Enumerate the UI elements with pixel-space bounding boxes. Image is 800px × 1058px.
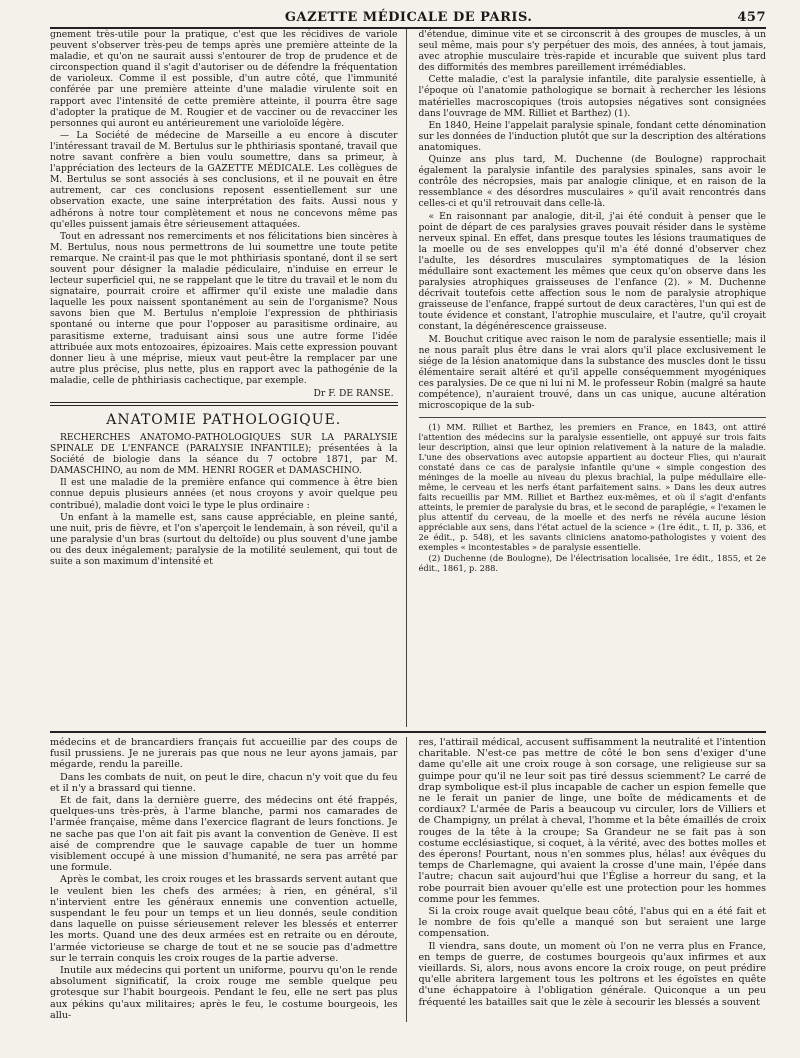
paragraph: « En raisonnant par analogie, dit-il, j'ai été conduit à penser que le point de départ de ces paralysies graves pouvait résider dans le système nerveux spinal. En effet, dans presque toutes les lésions traumatiques de la moelle ou de ses enveloppes qu'il m'a été donné d'observer chez l'adulte, les désordres musculaires symptomatiques de la lésion médullaire sont exactement les mêmes que ceux qu'on observe dans les paralysies atrophiques graisseuses de l'enfance (2). » M. Duchenne décrivait toutefois cette affection sous le nom de paralysie atrophique graisseuse de l'enfance, frappé surtout de deux caractères, l'un qui est de toute évidence et constant, l'atrophie musculaire, et l'autre, qu'il croyait constant, la dégénérescence graisseuse. — [418, 210, 766, 333]
paragraph: M. Bouchut critique avec raison le nom de paralysie essentielle; mais il ne nous paraît plus être dans le vrai alors qu'il place exclusivement le siége de la lésion anatomique dans la substance des muscles dont le tissu élémentaire serait altéré et qu'il appelle conséquemment myogéniques ces paralysies. De ce que ni lui ni M. le professeur Robin (malgré sa haute compétence), n'auraient trouvé, dans un cas unique, aucune altération microscopique de la sub- — [418, 333, 766, 412]
paragraph: Après le combat, les croix rouges et les brassards servent autant que le veulent bien les chefs des armées; à rien, en général, s'il n'intervient entre les généraux ennemis une convention actuelle, suspendant le feu pour un temps et un lieu donnés, seule condition dans laquelle on puisse sérieusement relever les blessés et enterrer les morts. Quand une des deux armées est en retraite ou en déroute, l'armée victorieuse se charge de tout et ne se soucie pas d'admettre sur le terrain conquis les croix rouges de la partie adverse. — [50, 874, 398, 964]
paragraph: gnement très-utile pour la pratique, c'est que les récidives de variole peuvent s'observer très-peu de temps après une première atteinte de la maladie, et qu'on ne saurait aussi s'entourer de trop de prudence et de circonspection quand il s'agit d'autoriser ou de défendre la fréquentation de varioleux. Comme il est possible, d'un autre côté, que l'immunité conférée par une première atteinte d'une maladie virulente soit en rapport avec l'intensité de cette première atteinte, il pourra être sage d'adopter la pratique de M. Rougier et de vacciner ou de revacciner les personnes qui auront eu antérieurement une varioloïde légère. — [50, 29, 398, 129]
paragraph: Quinze ans plus tard, M. Duchenne (de Boulogne) rapprochait également la paralysie infantile des paralysies spinales, sans avoir le contrôle des nécropsies, mais par analogie clinique, et en raison de la ressemblance « des désordres musculaires » qu'il avait rencontrés dans celles-ci et qu'il retrouvait dans celle-là. — [418, 154, 766, 210]
signature: Dr F. DE RANSE. — [313, 388, 394, 399]
paragraph: Inutile aux médecins qui portent un uniforme, pourvu qu'on le rende absolument significatif, la croix rouge me semble quelque peu grotesque sur l'habit bourgeois. Pendant le feu, elle ne sert pas plus aux pékins qu'aux militaires; après le feu, le costume bourgeois, les allu- — [50, 965, 398, 1021]
right-column — [419, 29, 767, 727]
paragraph: Il est une maladie de la première enfance qui commence à être bien connue depuis plusieurs années (et nous croyons y avoir quelque peu contribué), maladie dont voici le type le plus ordinaire : — [50, 477, 398, 511]
section-divider — [50, 402, 398, 406]
paragraph: Si la croix rouge avait quelque beau côté, l'abus qui en a été fait et le nombre de fois qu'elle a manqué son but seraient une large compensation. — [418, 906, 766, 940]
feuilleton-divider — [50, 731, 766, 733]
paragraph: médecins et de brancardiers français fut accueillie par des coups de fusil prussiens. Je ne jurerais pas que nous ne leur ayons jamais, par mégarde, rendu la pareille. — [50, 737, 398, 771]
footnote: (2) Duchenne (de Boulogne), De l'électrisation localisée, 1re édit., 1855, et 2e édit., 1861, p. 288. — [418, 553, 766, 574]
left-column — [50, 29, 407, 727]
paragraph: — La Société de médecine de Marseille a eu encore à discuter l'intéressant travail de M. Bertulus sur le phthiriasis spontané, travail que notre savant confrère a bien voulu soumettre, dans sa primeur, à l'appréciation des lecteurs de la GAZETTE MÉDICALE. Les collègues de M. Bertulus se sont associés à ses conclusions, et il ne pouvait en être autrement, car ces conclusions reposent essentiellement sur une observation exacte, une saine interprétation des faits. Aussi nous y adhérons à notre tour complètement et nous ne concevons même pas qu'elles puissent jamais être sérieusement attaquées. — [50, 129, 398, 230]
section-title: ANATOMIE PATHOLOGIQUE. — [106, 412, 342, 428]
footnote: (1) MM. Rilliet et Barthez, les premiers en France, en 1843, ont attiré l'attention des médecins sur la paralysie essentielle, ont appuyé sur trois faits leur description, ainsi que leur opinion relativement à la nature de la maladie. L'une des observations avec autopsie appartient au docteur Flies, qui n'aurait constaté dans ce cas de paralysie infantile qu'une « simple congestion des méninges de la moelle au niveau du plexus brachial, la pulpe médullaire elle-même, le cerveau et les nerfs étant parfaitement sains. » Dans les deux autres faits recueillis par MM. Rilliet et Barthez eux-mêmes, et où il s'agit d'enfants atteints, le premier de paralysie du bras, et le second de paraplégie, « l'examen le plus attentif du cerveau, de la moelle et des nerfs ne révéla aucune lésion appréciable aux sens, dans l'état actuel de la science » (1re édit., t. II, p. 336, et 2e édit., p. 548), et les savants cliniciens anatomo-pathologistes y voient des exemples « incontestables » de paralysie essentielle. — [418, 422, 766, 553]
article-heading: RECHERCHES ANATOMO-PATHOLOGIQUES SUR LA PARALYSIE SPINALE DE L'ENFANCE (PARALYSIE INFANTILE); présentées à la Société de biologie dans la séance du 7 octobre 1871, par M. DAMASCHINO, au nom de MM. HENRI ROGER et DAMASCHINO. — [50, 432, 398, 477]
paragraph: En 1840, Heine l'appelait paralysie spinale, fondant cette dénomination sur les données de l'induction plutôt que sur la description des altérations anatomiques. — [418, 119, 766, 153]
bottom-right-column — [419, 737, 767, 1022]
paragraph: Et de fait, dans la dernière guerre, des médecins ont été frappés, quelques-uns très-près, à l'arme blanche, parmi nos camarades de l'armée française, même dans l'exercice flagrant de leurs fonctions. Je ne sache pas que l'on ait fait pis avant la convention de Genève. Il est aisé de comprendre que le sauvage capable de tuer un homme visiblement occupé à une mission d'humanité, ne sera pas arrêté par une formule. — [50, 795, 398, 874]
paragraph: Cette maladie, c'est la paralysie infantile, dite paralysie essentielle, à l'époque où l'anatomie pathologique se bornait à rechercher les lésions matérielles macroscopiques (trois autopsies négatives sont consignées dans l'ouvrage de MM. Rilliet et Barthez) (1). — [418, 74, 766, 119]
paragraph: d'étendue, diminue vite et se circonscrit à des groupes de muscles, à un seul même, mais pour s'y perpétuer des mois, des années, à tout jamais, avec atrophie musculaire très-rapide et incurable que suivent plus tard des difformités des membres pareillement irrémédiables. — [418, 29, 766, 74]
running-head — [50, 10, 766, 29]
journal-title: GAZETTE MÉDICALE DE PARIS. — [284, 10, 533, 25]
paragraph: Tout en adressant nos remerciments et nos félicitations bien sincères à M. Bertulus, nous nous permettrons de lui soumettre une toute petite remarque. Ne craint-il pas que le mot phthiriasis spontané, dont il se sert souvent pour désigner la maladie pédiculaire, n'induise en erreur le lecteur superficiel qui, ne se rappelant que le titre du travail et le nom du signataire, pourrait croire et affirmer qu'il existe une maladie dans laquelle les poux naissent spontanément au sein de l'organisme? Nous savons bien que M. Bertulus n'emploie l'expression de phthiriasis spontané ou interne que pour l'opposer au parasitisme ordinaire, au parasitisme externe, traduisant ainsi sous une autre forme l'idée attribuée aux mots entozoaires, épizoaires. Mais cette expression pouvant donner lieu à une méprise, mieux vaut peut-être la remplacer par une autre plus précise, plus nette, plus en rapport avec la pathogénie de la maladie, celle de phthiriasis cachectique, par exemple. — [50, 230, 398, 386]
bottom-columns — [50, 737, 766, 1022]
bottom-left-column — [50, 737, 407, 1022]
paragraph: Dans les combats de nuit, on peut le dire, chacun n'y voit que du feu et il n'y a brassard qui tienne. — [50, 771, 398, 794]
paragraph: Il viendra, sans doute, un moment où l'on ne verra plus en France, en temps de guerre, de costumes bourgeois qu'aux infirmes et aux vieillards. Si, alors, nous avons encore la croix rouge, on peut prédire qu'elle abritera largement tous les poltrons et les égoïstes en quête d'une échappatoire à l'obligation générale. Quiconque a un peu fréquenté les batailles sait que le zèle à secourir les blessés a souvent — [418, 940, 766, 1008]
footnote-divider — [419, 417, 767, 418]
upper-columns — [50, 29, 766, 727]
paragraph: Un enfant à la mamelle est, sans cause appréciable, en pleine santé, une nuit, pris de fièvre, et l'on s'aperçoit le lendemain, à son réveil, qu'il a une paralysie d'un bras (surtout du deltoïde) ou plus souvent d'une jambe ou des deux inégalement; paralysie de la motilité seulement, qui tout de suite a son maximum d'intensité et — [50, 511, 398, 568]
paragraph: res, l'attirail médical, accusent suffisamment la neutralité et l'intention charitable. N'est-ce pas mettre de côté le bon sens d'exiger d'une dame qu'elle ait une croix rouge à son corsage, une religieuse sur sa guimpe pour qu'il ne leur soit pas tiré dessus sciemment? Le carré de drap symbolique est-il plus incapable de cacher un espion femelle que ne le ferait un panier de linge, une boîte de médicaments et de cordiaux? L'armée de Paris a beaucoup vu circuler, lors de Villiers et de Champigny, un prélat à cheval, l'homme et la bête émaillés de croix rouges de la tête à la croupe; Sa Grandeur ne se fait pas à son costume ecclésiastique, si coquet, à la vérité, avec des bottes molles et des éperons! Pourtant, nous n'en sommes plus, hélas! aux évêques du temps de Charlemagne, qui avaient la crosse d'une main, l'épée dans l'autre; chacun sait aujourd'hui que l'Église a horreur du sang, et la robe pourrait bien avouer qu'elle est une protection pour les hommes comme pour les femmes. — [418, 737, 766, 905]
page-number: 457 — [737, 10, 766, 25]
